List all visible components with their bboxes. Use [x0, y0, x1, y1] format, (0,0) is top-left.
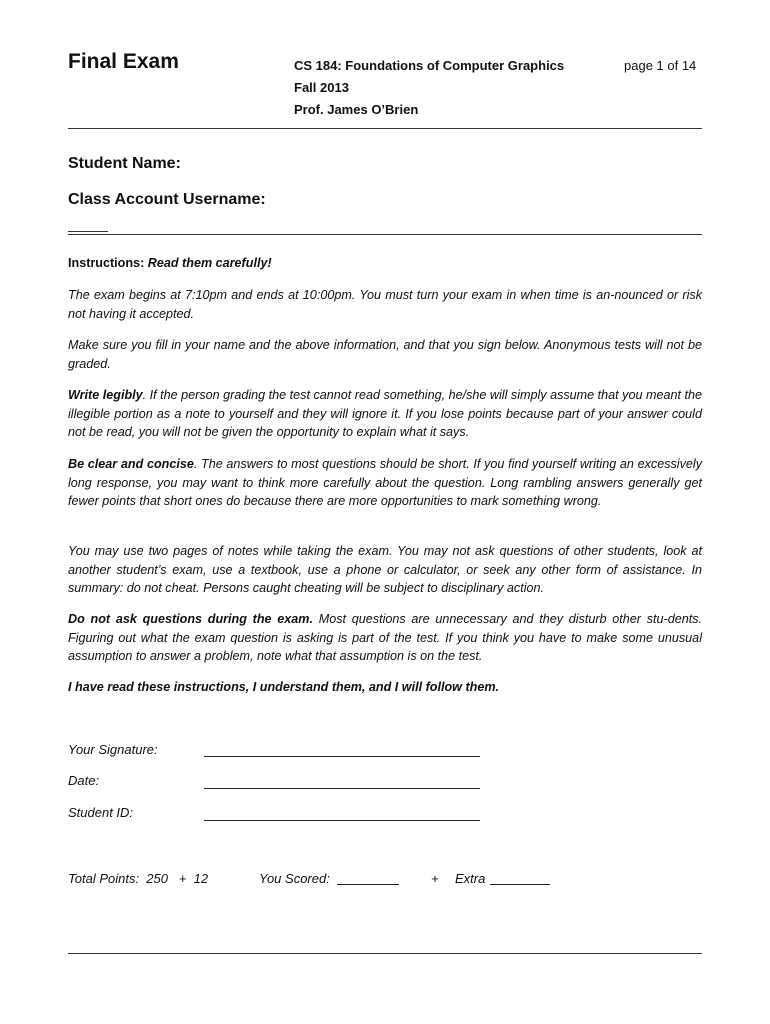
date-label: Date: [68, 773, 100, 788]
student-id-line[interactable] [204, 820, 480, 821]
student-name-label: Student Name: [68, 155, 181, 172]
signature-line[interactable] [204, 756, 480, 757]
term: Fall 2013 [294, 80, 349, 95]
concise-text: . The answers to most questions should be short. If you find yourself writing an excessively long response, you may want to think more carefully about the question. Long rambling answers generally get fewer points that short ones do because there are more opportunities to mark something wrong. [68, 457, 702, 508]
footer-rule [68, 953, 702, 954]
legibly-text: . If the person grading the test cannot read something, he/she will simply assume that you meant the illegible portion as a note to yourself and they will ignore it. If you lose points because part of your answer could not be read, you will not be given the opportunity to explain what it says. [68, 388, 702, 439]
instructions-label: Instructions: [68, 256, 145, 270]
instruction-questions [68, 610, 702, 666]
fields-rule [68, 234, 702, 235]
legibly-bold: Write legibly [68, 388, 143, 402]
instruction-name: Make sure you fill in your name and the above information, and that you sign below. Anonymous tests will not be graded. [68, 338, 702, 371]
total-points: Total Points: 250 + 12 [68, 871, 209, 886]
username-label: Class Account Username: [68, 191, 266, 208]
exam-title: Final Exam [68, 50, 179, 73]
you-scored-line[interactable] [337, 884, 399, 885]
short-rule [68, 231, 108, 232]
page-number: page 1 of 14 [624, 58, 697, 73]
extra-line[interactable] [490, 884, 550, 885]
instruction-notes: You may use two pages of notes while taking the exam. You may not ask questions of other students, look at another student’s exam, use a textbook, use a phone or calculator, or seek any other form of assistance. In summary: do not cheat. Persons caught cheating will be subject to disciplinary action. [68, 544, 702, 595]
student-id-label: Student ID: [68, 805, 134, 820]
questions-bold: Do not ask questions during the exam. [68, 612, 314, 626]
signature-label: Your Signature: [68, 742, 158, 757]
professor: Prof. James O’Brien [294, 102, 419, 117]
instruction-timing: The exam begins at 7:10pm and ends at 10:00pm. You must turn your exam in when time is an-nounced or risk not having it accepted. [68, 288, 702, 321]
instruction-concise [68, 455, 702, 511]
instructions-emphasis: Read them carefully! [147, 256, 272, 270]
instruction-agreement: I have read these instructions, I understand them, and I will follow them. [68, 680, 500, 694]
date-line[interactable] [204, 788, 480, 789]
course-name: CS 184: Foundations of Computer Graphics [294, 58, 565, 73]
plus-sign: + [431, 871, 439, 886]
concise-bold: Be clear and concise [68, 457, 194, 471]
header-rule [68, 128, 702, 129]
extra-label: Extra [455, 871, 486, 886]
questions-text: Most questions are unnecessary and they disturb other stu-dents. Figuring out what the exam question is asking is part of the test. If you think you have to make some unusual assumption to answer a problem, note what that assumption is on the test. [68, 612, 703, 663]
instructions-heading [68, 256, 272, 270]
instruction-legibly [68, 386, 702, 442]
you-scored-label: You Scored: [259, 871, 330, 886]
